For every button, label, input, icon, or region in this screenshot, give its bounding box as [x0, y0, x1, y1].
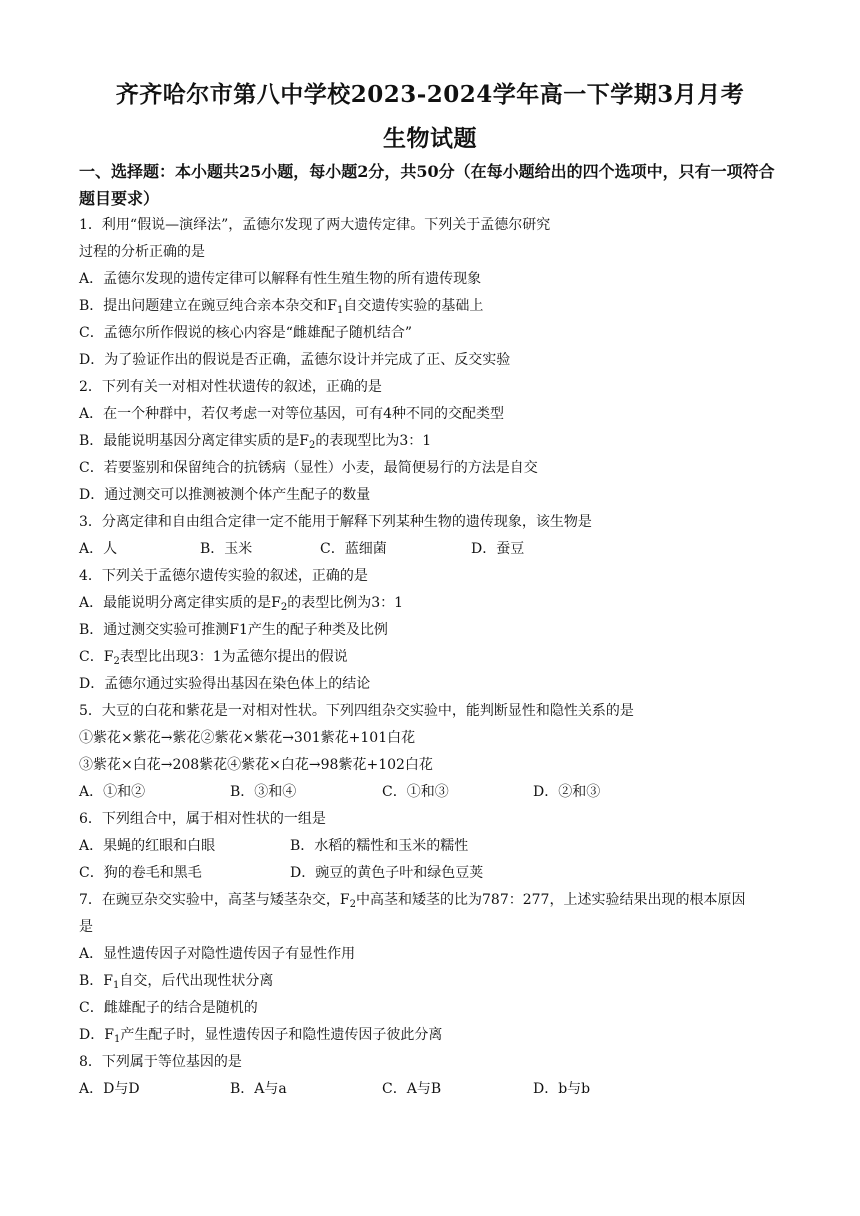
- q7-stem-line1: [79, 889, 745, 909]
- q5-option-d: D．②和③: [533, 784, 601, 800]
- q4-option-c: [79, 646, 348, 666]
- q3-option-c: C．蓝细菌: [320, 541, 387, 557]
- q5-option-b: B．③和④: [230, 784, 297, 800]
- q8-option-d: D．b与b: [533, 1081, 591, 1097]
- q1-option-a: A．孟德尔发现的遗传定律可以解释有性生殖生物的所有遗传现象: [79, 271, 482, 287]
- q6-option-a: A．果蝇的红眼和白眼: [79, 838, 216, 854]
- q3-stem: 3．分离定律和自由组合定律一定不能用于解释下列某种生物的遗传现象，该生物是: [79, 514, 592, 530]
- q7-option-a: A．显性遗传因子对隐性遗传因子有显性作用: [79, 946, 356, 962]
- q2-option-b-text-end: 的表现型比为3：1: [315, 433, 432, 449]
- q4-option-a-subscript: 2: [280, 602, 288, 613]
- q6-option-c: C．狗的卷毛和黑毛: [79, 865, 202, 881]
- q2-option-b-subscript: 2: [309, 440, 316, 451]
- q5-cross-line1: ①紫花×紫花→紫花②紫花×紫花→301紫花+101白花: [79, 730, 416, 746]
- q7-stem-text-end: 中高茎和矮茎的比为787：277，上述实验结果出现的根本原因: [356, 892, 746, 908]
- exam-title: 齐齐哈尔市第八中学校2023-2024学年高一下学期3月月考: [115, 81, 745, 108]
- q7-option-d-text-end: 产生配子时，显性遗传因子和隐性遗传因子彼此分离: [120, 1027, 443, 1043]
- q2-option-b-text: B．最能说明基因分离定律实质的是F: [79, 433, 310, 449]
- q4-option-a-text-end: 的表型比例为3：1: [287, 595, 404, 611]
- q8-option-a: A．D与D: [79, 1081, 140, 1097]
- q8-option-c: C．A与B: [382, 1081, 442, 1097]
- q1-option-b-subscript: 1: [337, 305, 344, 316]
- q7-option-b-text: B．F: [79, 973, 114, 989]
- q7-option-c: C．雌雄配子的结合是随机的: [79, 1000, 258, 1016]
- q4-option-a-text: A．最能说明分离定律实质的是F: [79, 595, 281, 611]
- q2-option-b: [79, 430, 431, 450]
- q1-option-b-text-end: 自交遗传实验的基础上: [343, 298, 484, 314]
- q6-option-b: B．水稻的糯性和玉米的糯性: [290, 838, 469, 854]
- q1-option-c: C．孟德尔所作假说的核心内容是“雌雄配子随机结合”: [79, 325, 413, 341]
- q5-option-c: C．①和③: [382, 784, 449, 800]
- q7-stem-subscript: 2: [349, 899, 356, 910]
- q7-option-b: [79, 970, 273, 990]
- q1-stem-line1: 1．利用“假说—演绎法”，孟德尔发现了两大遗传定律。下列关于孟德尔研究: [79, 217, 551, 233]
- q4-option-c-text-end: 表型比出现3：1为孟德尔提出的假说: [119, 649, 348, 665]
- q1-stem-line2: 过程的分析正确的是: [79, 244, 205, 260]
- q7-stem-text: 7．在豌豆杂交实验中，高茎与矮茎杂交，F: [79, 892, 350, 908]
- q7-stem-line2: 是: [79, 919, 93, 935]
- q4-option-c-text: C．F: [79, 649, 114, 665]
- q3-option-b: B．玉米: [200, 541, 253, 557]
- q8-option-b: B．A与a: [230, 1081, 287, 1097]
- q1-option-b: [79, 295, 483, 315]
- q2-option-a: A．在一个种群中，若仅考虑一对等位基因，可有4种不同的交配类型: [79, 406, 505, 422]
- q4-option-b: B．通过测交实验可推测F1产生的配子种类及比例: [79, 622, 388, 638]
- exam-subtitle: 生物试题: [383, 125, 477, 152]
- q1-option-d: D．为了验证作出的假说是否正确，孟德尔设计并完成了正、反交实验: [79, 352, 511, 368]
- q4-stem: 4．下列关于孟德尔遗传实验的叙述，正确的是: [79, 568, 368, 584]
- q6-stem: 6．下列组合中，属于相对性状的一组是: [79, 811, 326, 827]
- q2-option-d: D．通过测交可以推测被测个体产生配子的数量: [79, 487, 371, 503]
- q2-stem: 2．下列有关一对相对性状遗传的叙述，正确的是: [79, 379, 382, 395]
- q3-option-a: A．人: [79, 541, 118, 557]
- q8-stem: 8．下列属于等位基因的是: [79, 1054, 242, 1070]
- section-heading: 一、选择题：本小题共25小题，每小题2分，共50分（在每小题给出的四个选项中，只有一项符合题目要求）: [79, 162, 775, 208]
- q7-option-d-text: D．F: [79, 1027, 114, 1043]
- q1-option-b-text: B．提出问题建立在豌豆纯合亲本杂交和F: [79, 298, 338, 314]
- q7-option-b-text-end: 自交，后代出现性状分离: [119, 973, 274, 989]
- q3-option-d: D．蚕豆: [471, 541, 525, 557]
- q5-option-a: A．①和②: [79, 784, 146, 800]
- q5-cross-line2: ③紫花×白花→208紫花④紫花×白花→98紫花+102白花: [79, 757, 433, 773]
- q4-option-c-subscript: 2: [113, 656, 120, 667]
- q4-option-d: D．孟德尔通过实验得出基因在染色体上的结论: [79, 676, 371, 692]
- q7-option-b-subscript: 1: [113, 980, 120, 991]
- q2-option-c: C．若要鉴别和保留纯合的抗锈病（显性）小麦，最简便易行的方法是自交: [79, 460, 538, 476]
- q7-option-d: [79, 1024, 442, 1044]
- q4-option-a: [79, 592, 403, 612]
- q5-stem: 5．大豆的白花和紫花是一对相对性状。下列四组杂交实验中，能判断显性和隐性关系的是: [79, 703, 634, 719]
- q6-option-d: D．豌豆的黄色子叶和绿色豆荚: [290, 865, 484, 881]
- q7-option-d-subscript: 1: [113, 1034, 121, 1045]
